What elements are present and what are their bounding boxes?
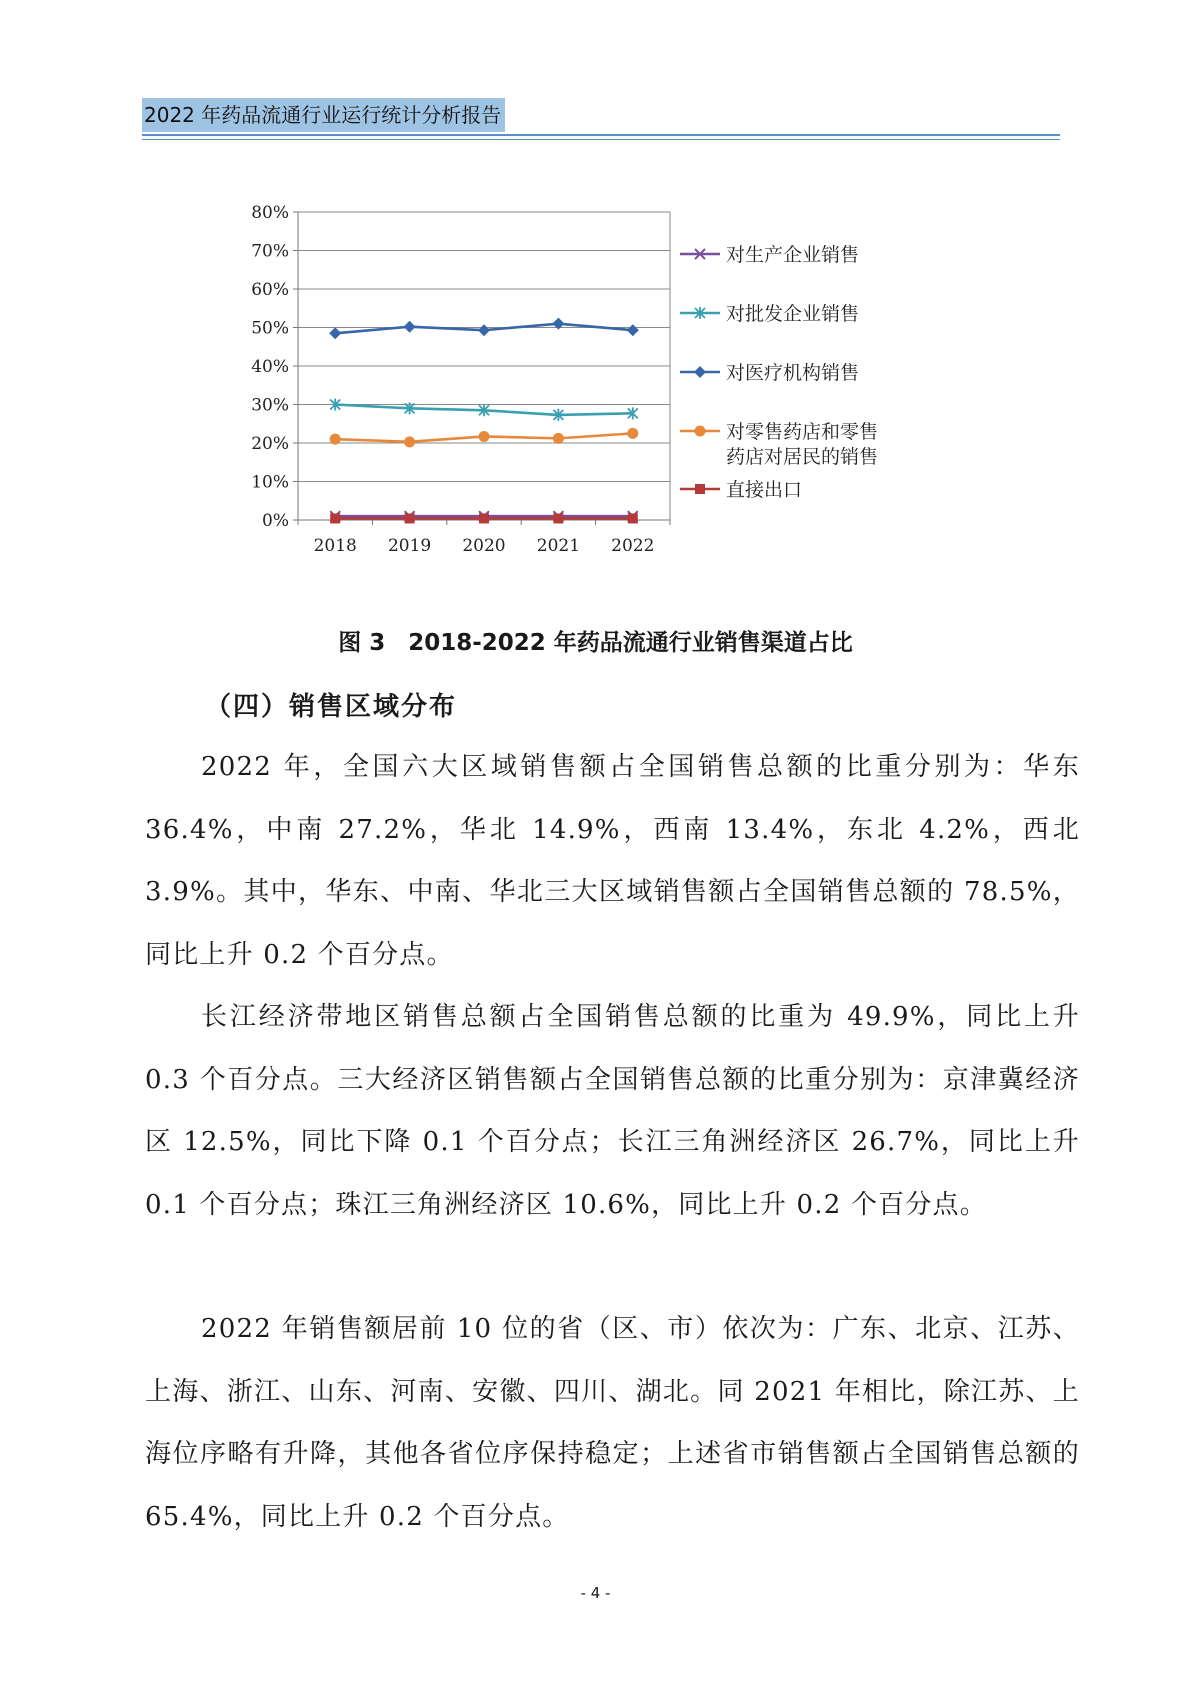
data-point: [479, 513, 489, 523]
data-point: [627, 324, 639, 336]
x-tick-label: 2020: [462, 536, 506, 556]
report-header-title: 2022 年药品流通行业运行统计分析报告: [142, 98, 505, 132]
y-tick-label: 50%: [251, 318, 289, 339]
y-tick-label: 20%: [251, 434, 289, 454]
paragraph-regional-share: 2022 年，全国六大区域销售额占全国销售总额的比重分别为：华东 36.4%，中南 27.2%，华北 14.9%，西南 13.4%，东北 4.2%，西北 3.9%。其中，华东、中南、华北三大区域销售额占全国销售总额的 78.5%，同比上升 0.2 个百分点。: [145, 752, 1080, 970]
data-point: [330, 513, 340, 523]
section-heading: （四）销售区域分布: [205, 692, 458, 722]
x-tick-label: 2018: [313, 536, 357, 556]
legend-label: 对生产企业销售: [726, 244, 860, 266]
data-point: [627, 428, 638, 439]
y-tick-label: 70%: [251, 241, 289, 262]
data-point: [479, 431, 490, 442]
y-tick-label: 30%: [251, 395, 289, 416]
y-tick-label: 10%: [251, 472, 289, 493]
data-point: [330, 434, 341, 445]
legend-swatch-marker: [695, 484, 705, 494]
header-rule-thin: [142, 139, 1060, 140]
y-tick-label: 40%: [251, 357, 289, 377]
legend-label: 对批发企业销售: [726, 303, 860, 325]
legend-label: 直接出口: [726, 479, 803, 501]
figure-caption: 图 3 2018-2022 年药品流通行业销售渠道占比: [338, 630, 853, 656]
legend-swatch-marker: [694, 366, 706, 378]
legend-label: 对零售药店和零售: [726, 421, 879, 443]
paragraph-top-provinces: 2022 年销售额居前 10 位的省（区、市）依次为：广东、北京、江苏、上海、浙江、山东、河南、安徽、四川、湖北。同 2021 年相比，除江苏、上海位序略有升降，其他各省位序保持稳定；上述省市销售额占全国销售总额的 65.4%，同比上升 0.2 个百分点。: [145, 1314, 1080, 1532]
legend-label: 药店对居民的销售: [726, 446, 879, 468]
paragraph-economic-zones: 长江经济带地区销售总额占全国销售总额的比重为 49.9%，同比上升 0.3 个百分点。三大经济区销售额占全国销售总额的比重分别为：京津冀经济区 12.5%，同比下降 0.1 个百分点；长江三角洲经济区 26.7%，同比上升 0.1 个百分点；珠江三角洲经济区 10.6%，同比上升 0.2 个百分点。: [145, 1002, 1080, 1220]
data-point: [553, 433, 564, 444]
data-point: [478, 324, 490, 336]
data-point: [404, 321, 416, 333]
y-tick-label: 0%: [262, 511, 289, 531]
data-point: [553, 513, 563, 523]
sales-channel-chart: [250, 205, 970, 605]
x-tick-label: 2021: [536, 536, 581, 556]
data-point: [405, 513, 415, 523]
x-tick-label: 2022: [611, 536, 655, 556]
y-tick-label: 60%: [251, 280, 289, 300]
y-tick-label: 80%: [251, 205, 289, 223]
legend-label: 对医疗机构销售: [726, 362, 860, 384]
header-rule-thick: [142, 134, 1060, 136]
data-point: [329, 327, 341, 339]
page-number: - 4 -: [580, 1584, 611, 1602]
data-point: [628, 513, 638, 523]
legend-swatch-marker: [695, 426, 706, 437]
data-point: [404, 436, 415, 447]
x-tick-label: 2019: [387, 536, 432, 556]
